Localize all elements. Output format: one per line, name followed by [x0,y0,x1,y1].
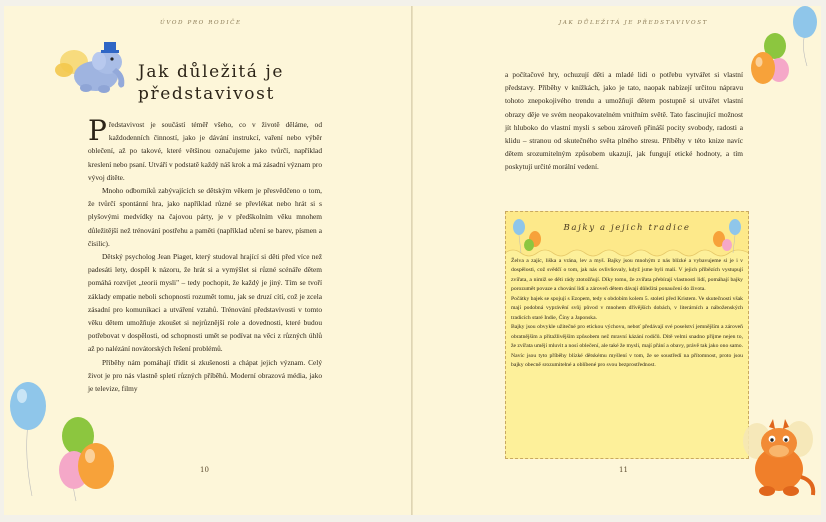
left-page [4,6,411,515]
fables-sidebar-box [505,211,749,459]
box-paragraph-2: Počátky bajek se spojují s Ezopem, tedy s obdobím kolem 5. století před Kristem. Ve skutečnosti však mají podobná vyprávění svůj původ v mnohem dřívějších dobách, v literárních a náboženských tradicích staré Indie, Číny a Japonska. [511,295,743,321]
title-line-1: Jak důležitá je [138,62,285,82]
paragraph-4: Příběhy nám pomáhají třídit si zkušenosti a chápat jejich význam. Celý život je pro nás vlastně spletí různých příběhů. Moderní obrazová média, jako je televize, filmy [88,357,322,394]
running-head-left: ÚVOD PRO RODIČE [160,20,242,26]
paragraph-1-text: ředstavivost je součástí téměř všeho, co v životě děláme, od každodenních činností, jako je dávání instrukcí, vaření nebo výběr oblečení, až po takové, které většinou označujeme jako tvůrčí, například kreslení nebo psaní. Utváří v podstatě každý náš krok a má zásadní význam pro vývoj dítěte. [88,120,322,182]
dropcap: P [88,114,107,147]
paragraph-1 [88,114,322,184]
page-number-left: 10 [200,466,209,474]
elephant-with-hat-illustration [54,36,134,100]
box-title: Bajky a jejich tradice [563,223,691,233]
box-paragraph-1: Želva a zajíc, liška a vrána, lev a myš. Bajky jsou mnohým z nás blízké a vybavujeme si je i v dospělosti, což svědčí o tom, jak nás ovlivňovaly, když jsme byli malí. V jejich příbězích vystupují zvířata, a nimiž se děti rády ztotožňují. Díky tomu, že zvířata přebírají vlastnosti lidí, pomáhají bajky porozumět povaze a chování lidí a zároveň dětem dávají důležitá ponaučení do života. [511,258,743,293]
paragraph-2: Mnoho odborníků zabývajících se dětským věkem je přesvědčeno o tom, že tvůrčí spontánní hra, jako například různé se převlékat nebo hrát si s plyšovými medvídky na čajovou párty, je v předškolním věku mnohem důležitější než trénování postřehu a paměti (například učení se barev, písmen a čísilic). [88,186,322,248]
title-line-2: představivost [138,84,275,104]
right-paragraph: a počítačové hry, ochuzují děti a mladé lidi o potřebu vytvářet si vlastní představy. Příběhy v knížkách, jako je tato, naopak nabízejí určitou nápravu tohoto znepokojivého trendu a umožňují dětem postupně si utvářet vlastní obrazy děje ve svém neopakovatelném vnitřním světě. Tato fascinující možnost jít hluboko do vlastní mysli s sebou zároveň přináší pocity svobody, radosti a klidu – stranou od skutečného světa plného stresu. Příběhy v této knize navíc dětem srozumitelným způsobem ukazují, jak fungují etické hodnoty, a tím poskytují určité morální vedení. [505,70,743,172]
balloons-illustration [6,376,116,506]
balloons-illustration [743,6,821,96]
right-page [413,6,821,515]
dragon-illustration [739,411,821,503]
page-number-right: 11 [619,466,628,474]
box-paragraph-3: Bajky jsou obvykle užitečné pro etickou výchovu, neboť předávají své poselství jemnějším a zároveň obratnějším a přitažlivějším způsobem než mravní kázání rodičů. Dítě velmi snadno přijme nejen to, že zvířata umějí mluvit a nosí oblečení, ale také že mysli, mají přání a obavy, právě tak jako ono samo. Navíc jsou tyto příběhy blízké dětskému myšlení v tom, že se soustředí na přítomnost, proto jsou bajky obecně srozumitelné a oblíbené pro svou bezprostřednost. [511,324,743,368]
running-head-right: JAK DŮLEŽITÁ JE PŘEDSTAVIVOST [559,20,708,26]
paragraph-3: Dětský psycholog Jean Piaget, který studoval hrající si děti před více než padesáti lety, dospěl k názoru, že hrát si a vymýšlet si různé scénáře dětem pomáhá rozvíjet „teorii mysli" – tedy pochopit, že každý je jiný. Tím se tvoří základy empatie neboli schopnosti rozumět tomu, jak se druzí cítí, což je zcela zásadní pro komunikaci a utváření vztahů. Trénování představivosti v tomto věku dětem umožňuje zkoušet si nejrůznější role a dovednosti, které budou potřebovat v dospělosti, od schopnosti umět se podívat na věci z různých úhlů až po nalézání novátorských řešení problémů. [88,252,322,354]
box-body-text [511,257,743,370]
page-title [138,61,328,105]
right-body-text [505,68,743,174]
left-body-text [88,114,322,395]
